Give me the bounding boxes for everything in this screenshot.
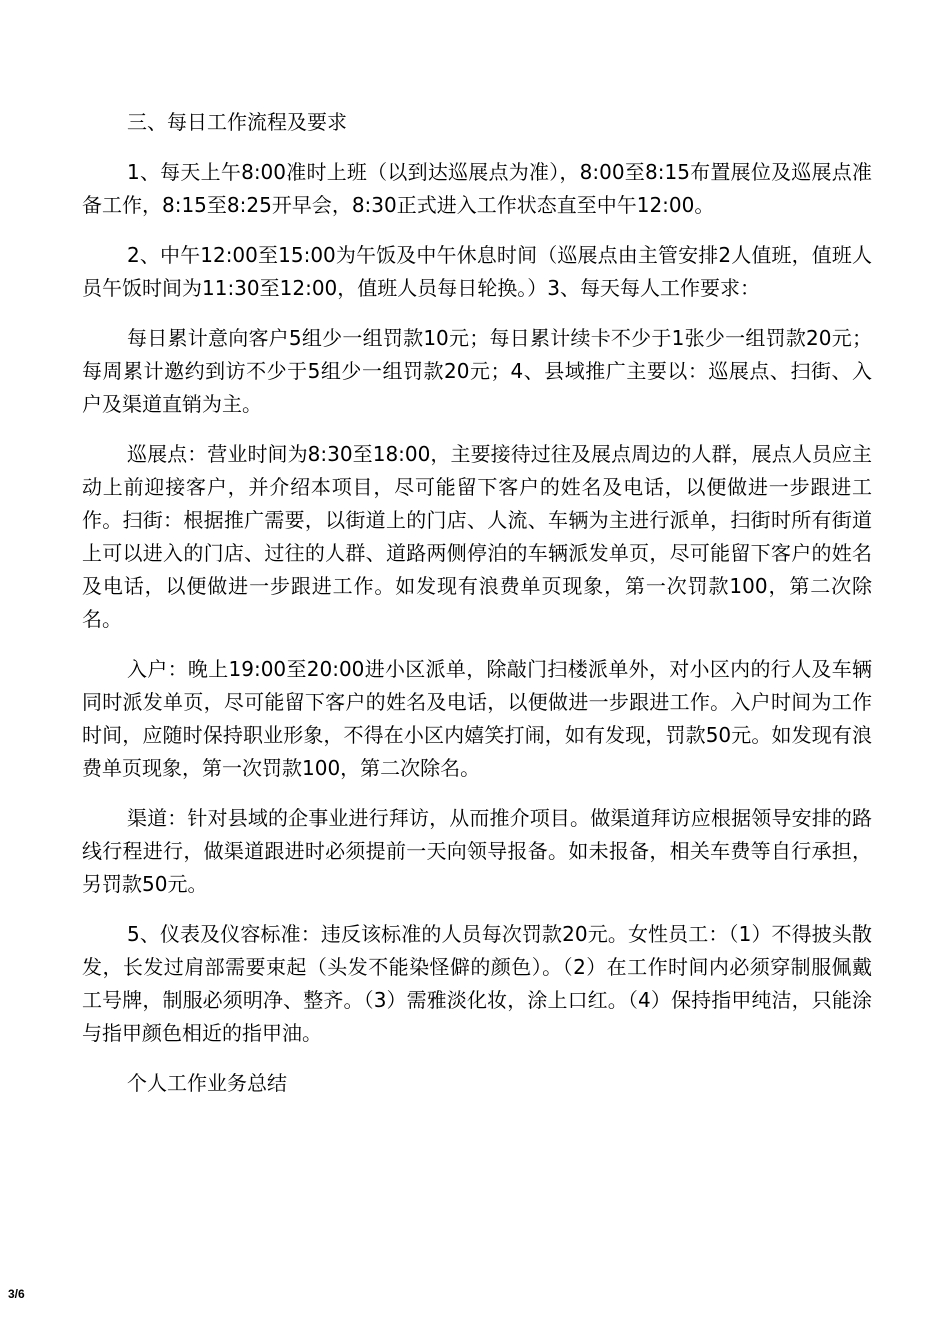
- closing-title: 个人工作业务总结: [127, 1071, 287, 1095]
- paragraph-exhibition-street: 巡展点：营业时间为8:30至18:00，主要接待过往及展点周边的人群，展点人员应主动上前迎接客户，并介绍本项目，尽可能留下客户的姓名及电话，以便做进一步跟进工作。扫街：根据推广需要，以街道上的门店、人流、车辆为主进行派单，扫街时所有街道上可以进入的门店、过往的人群、道路两侧停泊的车辆派发单页，尽可能留下客户的姓名及电话，以便做进一步跟进工作。如发现有浪费单页现象，第一次罚款100，第二次除名。: [82, 442, 872, 631]
- paragraph-lunch-break: 2、中午12:00至15:00为午饭及中午休息时间（巡展点由主管安排2人值班，值班人员午饭时间为11:30至12:00，值班人员每日轮换。）3、每天每人工作要求：: [82, 243, 872, 300]
- paragraph-appearance: 5、仪表及仪容标准：违反该标准的人员每次罚款20元。女性员工：（1）不得披头散发，长发过肩部需要束起（头发不能染怪僻的颜色）。（2）在工作时间内必须穿制服佩戴工号牌，制服必须明净、整齐。（3）需雅淡化妆，涂上口红。（4）保持指甲纯洁，只能涂与指甲颜色相近的指甲油。: [82, 922, 872, 1045]
- paragraph-household: 入户：晚上19:00至20:00进小区派单，除敲门扫楼派单外，对小区内的行人及车辆同时派发单页，尽可能留下客户的姓名及电话，以便做进一步跟进工作。入户时间为工作时间，应随时保持职业形象，不得在小区内嬉笑打闹，如有发现，罚款50元。如发现有浪费单页现象，第一次罚款100，第二次除名。: [82, 657, 872, 780]
- paragraph-work-hours: 1、每天上午8:00准时上班（以到达巡展点为准），8:00至8:15布置展位及巡展点准备工作，8:15至8:25开早会，8:30正式进入工作状态直至中午12:00。: [82, 160, 872, 217]
- paragraph-channel: 渠道：针对县域的企事业进行拜访，从而推介项目。做渠道拜访应根据领导安排的路线行程进行，做渠道跟进时必须提前一天向领导报备。如未报备，相关车费等自行承担，另罚款50元。: [82, 806, 872, 896]
- paragraph-daily-targets: 每日累计意向客户5组少一组罚款10元；每日累计续卡不少于1张少一组罚款20元；每周累计邀约到访不少于5组少一组罚款20元；4、县域推广主要以：巡展点、扫街、入户及渠道直销为主。: [82, 326, 872, 416]
- section-title: 三、每日工作流程及要求: [127, 110, 347, 134]
- page-number: 3/6: [8, 1287, 25, 1301]
- document-body: [82, 106, 872, 1117]
